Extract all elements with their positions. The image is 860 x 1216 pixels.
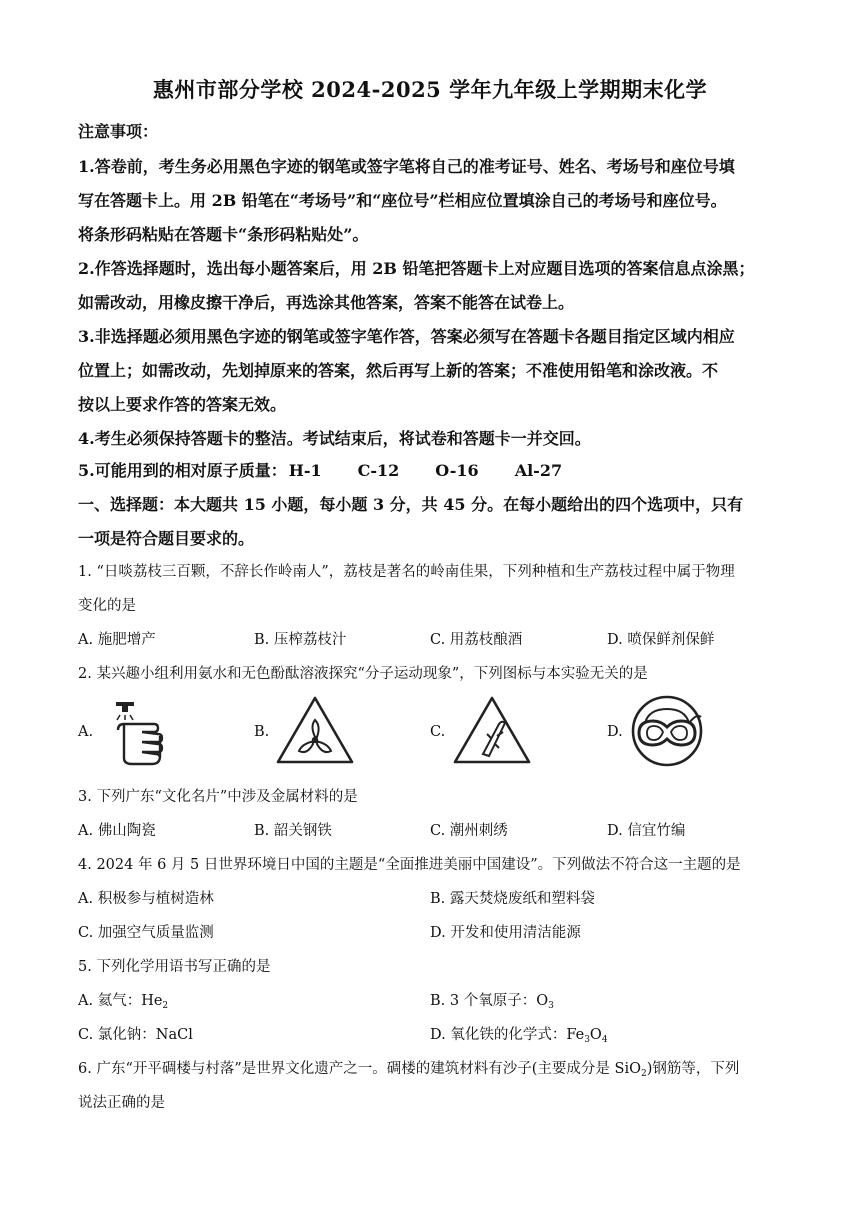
- notice-line: 位置上；如需改动，先划掉原来的答案，然后再写上新的答案；不准使用铅笔和涂改液。不: [78, 361, 719, 380]
- q1-stem: 1. “日啖荔枝三百颗，不辞长作岭南人”，荔枝是著名的岭南佳果，下列种植和生产荔枝过程中属于物理: [78, 564, 735, 580]
- section-heading-cont: 一项是符合题目要求的。: [78, 529, 255, 548]
- hand-wash-icon: [108, 696, 168, 768]
- notice-line: 如需改动，用橡皮擦干净后，再选涂其他答案，答案不能答在试卷上。: [78, 293, 575, 312]
- safety-goggles-icon: [627, 693, 707, 769]
- q5-stem: 5. 下列化学用语书写正确的是: [78, 959, 271, 975]
- q3-option-a: A. 佛山陶瓷: [78, 823, 156, 839]
- notice-line: 3.非选择题必须用黑色字迹的钢笔或签字笔作答，答案必须写在答题卡各题目指定区域内相应: [78, 327, 735, 346]
- q4-option-c: C. 加强空气质量监测: [78, 925, 214, 941]
- q5-option-d: D. 氧化铁的化学式：$Fe_3O_4$: [430, 1027, 608, 1045]
- q6-stem: 6. 广东“开平碉楼与村落”是世界文化遗产之一。碉楼的建筑材料有沙子(主要成分是 SiO$_2$)钢筋等，下列: [78, 1061, 740, 1079]
- q2-label-b: B.: [254, 724, 270, 740]
- atomic-mass-h: H-1: [288, 461, 322, 480]
- q2-stem: 2. 某兴趣小组利用氨水和无色酚酞溶液探究“分子运动现象”，下列图标与本实验无关的是: [78, 666, 648, 682]
- q6-stem-cont: 说法正确的是: [78, 1095, 165, 1111]
- q2-label-a: A.: [78, 724, 94, 740]
- atomic-mass-line: [78, 458, 562, 481]
- notice-heading: 注意事项：: [78, 122, 159, 141]
- notice-line: 4.考生必须保持答题卡的整洁。考试结束后，将试卷和答题卡一并交回。: [78, 429, 591, 448]
- q4-stem: 4. 2024 年 6 月 5 日世界环境日中国的主题是“全面推进美丽中国建设”。下列做法不符合这一主题的是: [78, 857, 741, 873]
- q3-stem: 3. 下列广东“文化名片”中涉及金属材料的是: [78, 789, 358, 805]
- q5-option-a: A. 氦气：$He_2$: [78, 993, 169, 1011]
- notice-line: 写在答题卡上。用 2B 铅笔在“考场号”和“座位号”栏相应位置填涂自己的考场号和座位号。: [78, 191, 727, 210]
- section-heading: 一、选择题：本大题共 15 小题，每小题 3 分，共 45 分。在每小题给出的四个选项中，只有: [78, 495, 744, 514]
- atomic-mass-o: O-16: [435, 461, 479, 480]
- notice-line: 将条形码粘贴在答题卡“条形码粘贴处”。: [78, 225, 369, 244]
- atomic-mass-label: 5.可能用到的相对原子质量：: [78, 461, 287, 480]
- q4-option-b: B. 露天焚烧废纸和塑料袋: [430, 891, 595, 907]
- q4-option-d: D. 开发和使用清洁能源: [430, 925, 581, 941]
- q4-option-a: A. 积极参与植树造林: [78, 891, 214, 907]
- q5-option-c: C. 氯化钠：NaCl: [78, 1027, 193, 1043]
- notice-line: 1.答卷前，考生务必用黑色字迹的钢笔或签字笔将自己的准考证号、姓名、考场号和座位号填: [78, 157, 735, 176]
- sharp-object-icon: [451, 694, 533, 766]
- notice-line: 按以上要求作答的答案无效。: [78, 395, 287, 414]
- q1-option-b: B. 压榨荔枝汁: [254, 632, 347, 648]
- notice-line: 2.作答选择题时，选出每小题答案后，用 2B 铅笔把答题卡上对应题目选项的答案信息点涂黑；: [78, 259, 755, 278]
- atomic-mass-al: Al-27: [514, 461, 563, 480]
- page-title: 惠州市部分学校 2024-2025 学年九年级上学期期末化学: [152, 77, 708, 102]
- q1-option-a: A. 施肥增产: [78, 632, 156, 648]
- q5-option-b: B. 3 个氧原子：$O_3$: [430, 993, 554, 1011]
- exhaust-fan-icon: [274, 694, 356, 766]
- q1-stem-cont: 变化的是: [78, 598, 136, 614]
- q3-option-b: B. 韶关钢铁: [254, 823, 332, 839]
- q3-option-d: D. 信宜竹编: [607, 823, 686, 839]
- q2-label-c: C.: [430, 724, 446, 740]
- atomic-mass-c: C-12: [357, 461, 400, 480]
- q1-option-d: D. 喷保鲜剂保鲜: [607, 632, 715, 648]
- q3-option-c: C. 潮州刺绣: [430, 823, 508, 839]
- q2-label-d: D.: [607, 724, 623, 740]
- q1-option-c: C. 用荔枝酿酒: [430, 632, 523, 648]
